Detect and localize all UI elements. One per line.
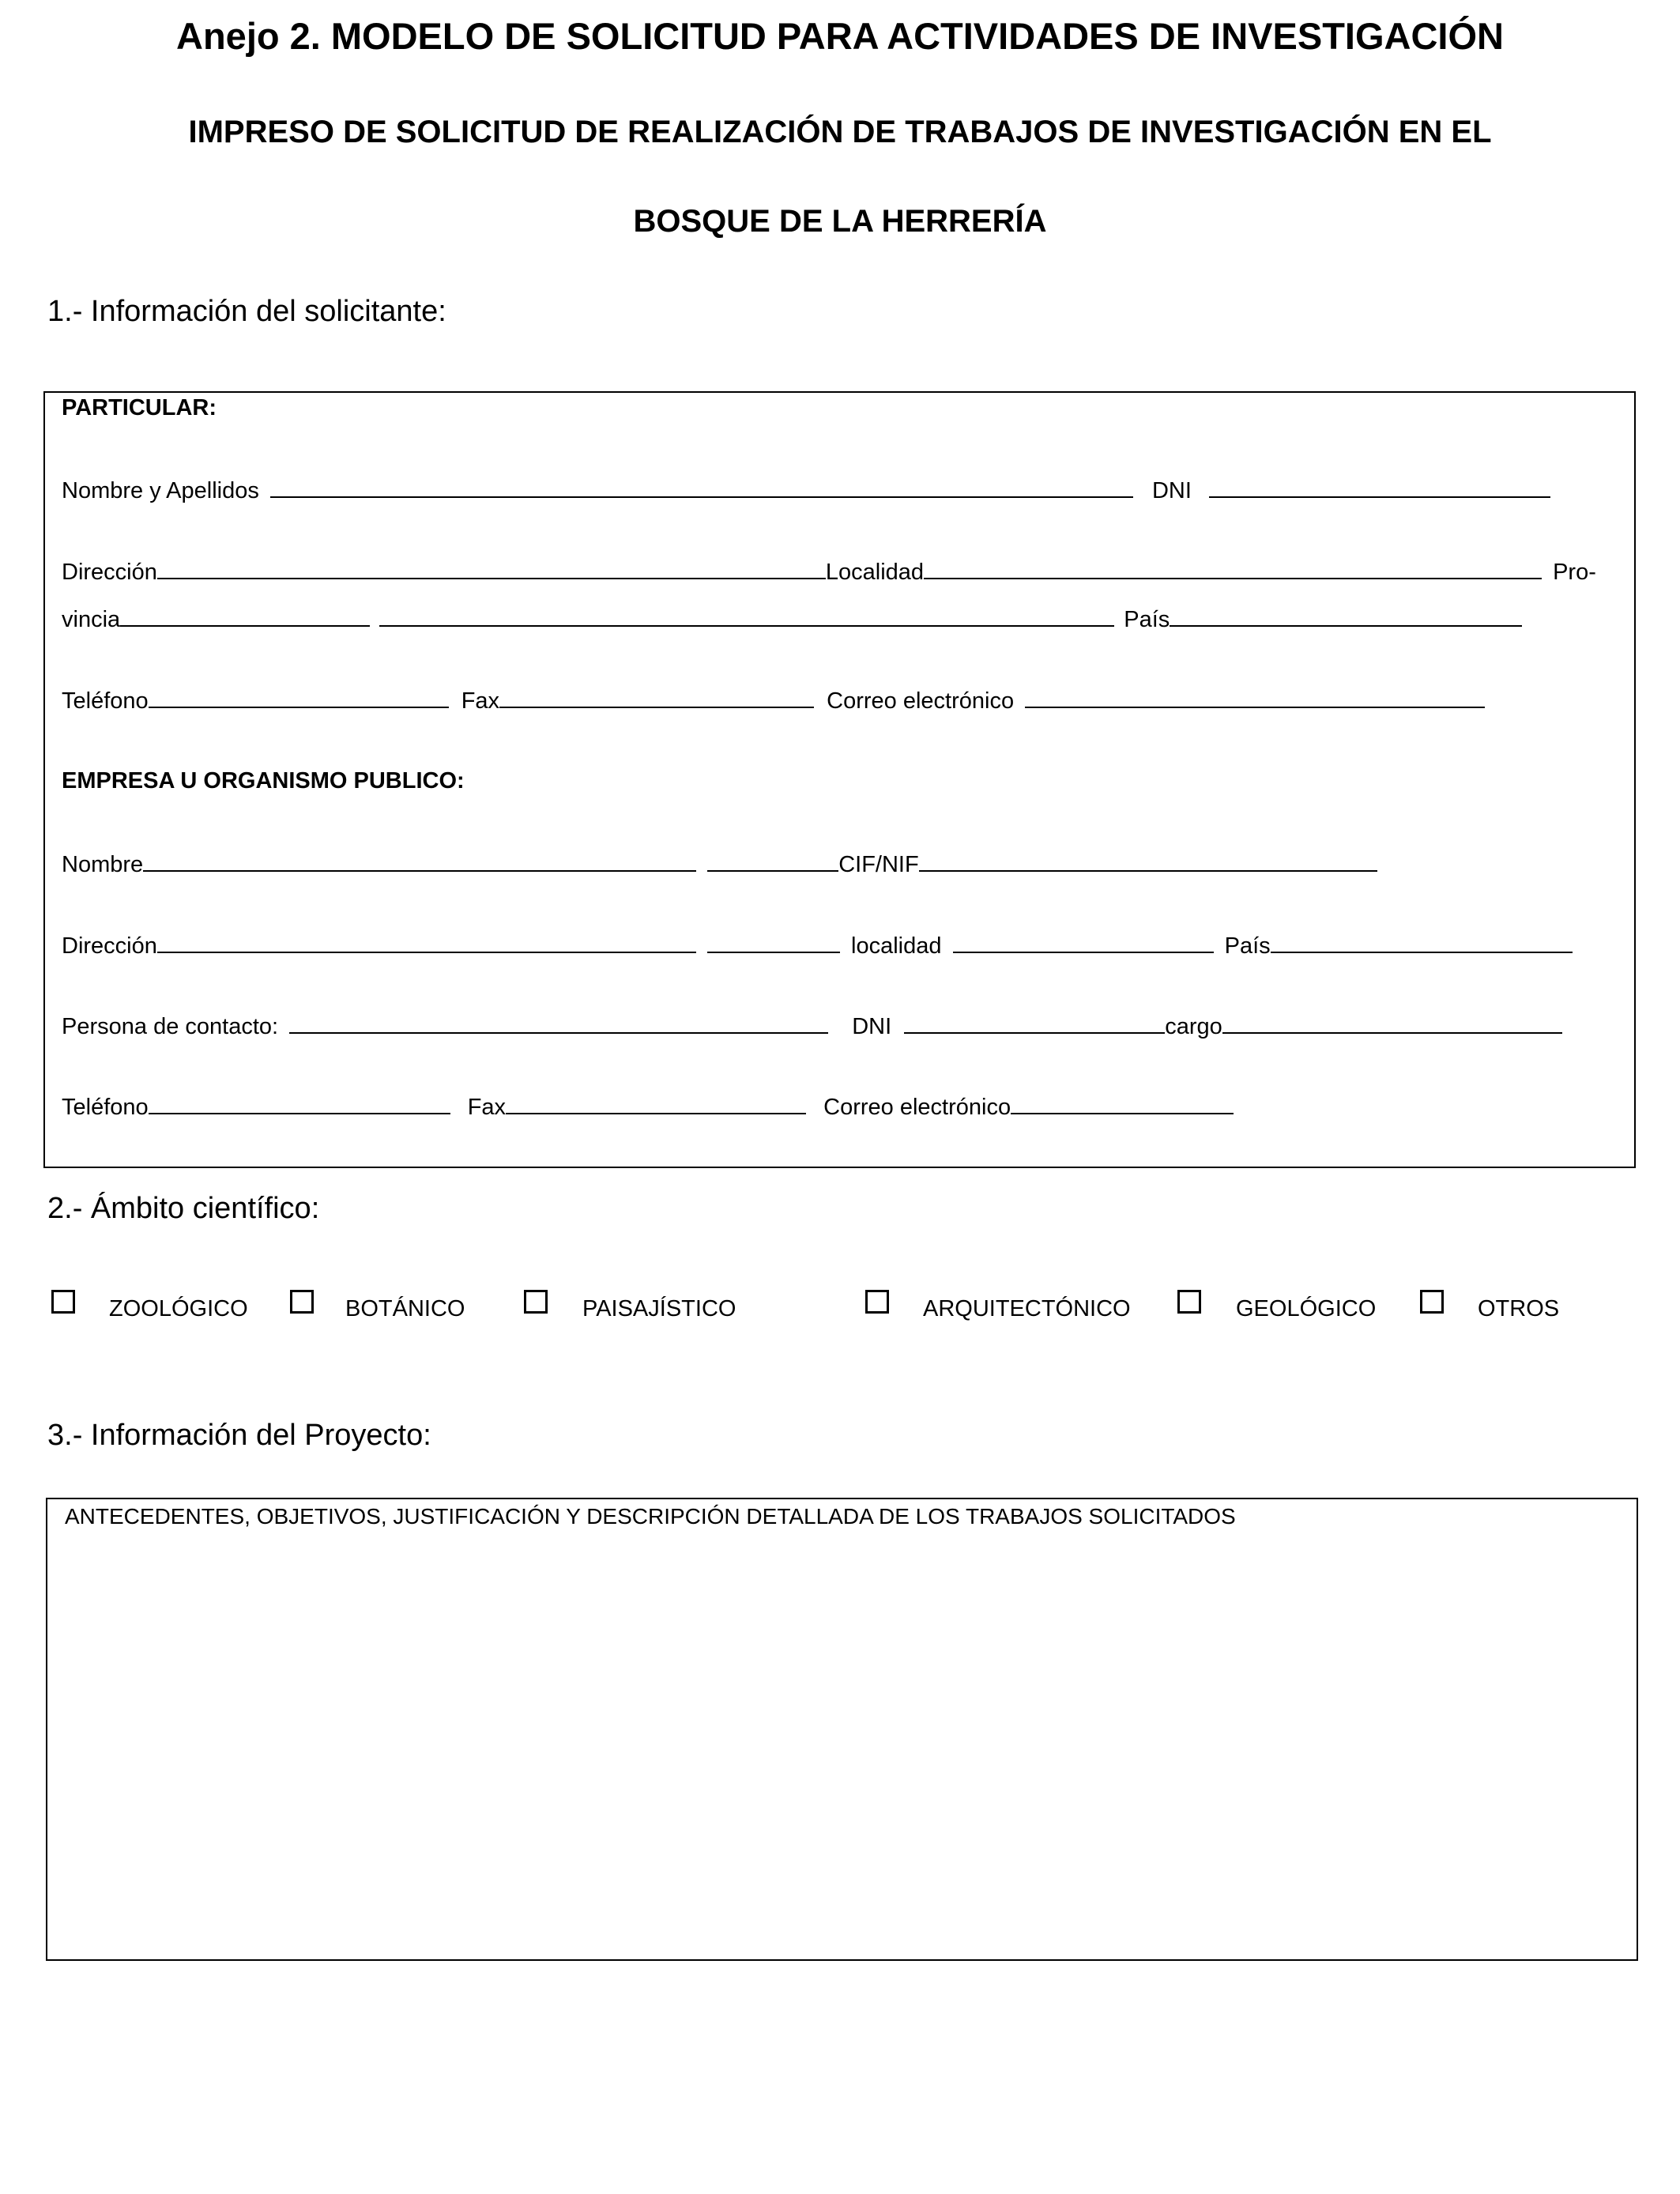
empresa-contact-row xyxy=(62,1092,1234,1121)
option-label-botanico: BOTÁNICO xyxy=(345,1296,465,1321)
provincia-extra-field[interactable] xyxy=(379,605,1114,627)
empresa-nombre-label: Nombre xyxy=(62,852,144,877)
checkbox-geologico[interactable] xyxy=(1177,1290,1201,1314)
cargo-label: cargo xyxy=(1165,1014,1222,1039)
fax-field[interactable] xyxy=(499,686,814,708)
section1-heading: 1.- Información del solicitante: xyxy=(47,295,446,328)
particular-address-row xyxy=(62,557,1596,586)
document-subtitle-line2: BOSQUE DE LA HERRERÍA xyxy=(633,204,1047,239)
document-subtitle-line1: IMPRESO DE SOLICITUD DE REALIZACIÓN DE TRABAJOS DE INVESTIGACIÓN EN EL xyxy=(188,115,1492,149)
empresa-pais-label: País xyxy=(1224,933,1271,959)
section2-heading: 2.- Ámbito científico: xyxy=(47,1192,320,1225)
pais-field[interactable] xyxy=(1170,605,1522,627)
empresa-heading: EMPRESA U ORGANISMO PUBLICO: xyxy=(62,768,465,794)
correo-label: Correo electrónico xyxy=(827,688,1015,714)
dni-field[interactable] xyxy=(1209,476,1550,498)
checkbox-botanico[interactable] xyxy=(290,1290,314,1314)
checkbox-arquitectonico[interactable] xyxy=(865,1290,889,1314)
empresa-direccion-extra-field[interactable] xyxy=(707,931,840,953)
contacto-label: Persona de contacto: xyxy=(62,1014,279,1039)
empresa-telefono-label: Teléfono xyxy=(62,1095,149,1120)
cif-label: CIF/NIF xyxy=(838,852,919,877)
empresa-fax-label: Fax xyxy=(467,1095,507,1120)
particular-contact-row xyxy=(62,686,1485,714)
section3-heading: 3.- Información del Proyecto: xyxy=(47,1419,431,1452)
cargo-field[interactable] xyxy=(1222,1012,1562,1034)
empresa-contact-person-row xyxy=(62,1012,1562,1040)
empresa-fax-field[interactable] xyxy=(506,1092,806,1114)
localidad-field[interactable] xyxy=(924,557,1542,579)
empresa-name-row xyxy=(62,850,1377,878)
provincia-label-b: vincia xyxy=(62,607,121,632)
project-description-box[interactable] xyxy=(46,1498,1638,1961)
telefono-field[interactable] xyxy=(149,686,449,708)
empresa-localidad-label: localidad xyxy=(851,933,942,959)
provincia-field[interactable] xyxy=(120,605,370,627)
fax-label: Fax xyxy=(461,688,500,714)
option-label-zoologico: ZOOLÓGICO xyxy=(109,1296,248,1321)
provincia-label-a: Pro- xyxy=(1553,560,1596,585)
nombre-label: Nombre y Apellidos xyxy=(62,478,259,503)
particular-province-row xyxy=(62,605,1522,633)
dni-label: DNI xyxy=(1151,478,1192,503)
cif-field[interactable] xyxy=(919,850,1377,872)
pais-label: País xyxy=(1124,607,1170,632)
document-title: Anejo 2. MODELO DE SOLICITUD PARA ACTIVIDADES DE INVESTIGACIÓN xyxy=(176,15,1504,57)
empresa-dni-label: DNI xyxy=(852,1014,892,1039)
empresa-correo-field[interactable] xyxy=(1011,1092,1234,1114)
particular-name-row xyxy=(62,476,1550,504)
empresa-localidad-field[interactable] xyxy=(953,931,1214,953)
telefono-label: Teléfono xyxy=(62,688,149,714)
nombre-field[interactable] xyxy=(270,476,1133,498)
empresa-dni-field[interactable] xyxy=(904,1012,1165,1034)
direccion-field[interactable] xyxy=(157,557,826,579)
localidad-label: Localidad xyxy=(825,560,925,585)
empresa-nombre-field[interactable] xyxy=(143,850,696,872)
empresa-direccion-field[interactable] xyxy=(157,931,696,953)
empresa-telefono-field[interactable] xyxy=(149,1092,450,1114)
checkbox-otros[interactable] xyxy=(1420,1290,1444,1314)
empresa-correo-label: Correo electrónico xyxy=(823,1095,1011,1120)
empresa-address-row xyxy=(62,931,1573,959)
checkbox-zoologico[interactable] xyxy=(51,1290,75,1314)
option-label-geologico: GEOLÓGICO xyxy=(1236,1296,1377,1321)
empresa-direccion-label: Dirección xyxy=(62,933,157,959)
empresa-nombre-extra-field[interactable] xyxy=(707,850,838,872)
particular-heading: PARTICULAR: xyxy=(62,395,217,420)
direccion-label: Dirección xyxy=(62,560,157,585)
option-label-otros: OTROS xyxy=(1478,1296,1560,1321)
option-label-arquitectonico: ARQUITECTÓNICO xyxy=(923,1296,1131,1321)
empresa-pais-field[interactable] xyxy=(1271,931,1573,953)
project-description-label: ANTECEDENTES, OBJETIVOS, JUSTIFICACIÓN Y DESCRIPCIÓN DETALLADA DE LOS TRABAJOS SOLICITADOS xyxy=(65,1504,1236,1529)
correo-field[interactable] xyxy=(1025,686,1485,708)
checkbox-paisajistico[interactable] xyxy=(524,1290,548,1314)
option-label-paisajistico: PAISAJÍSTICO xyxy=(582,1296,736,1321)
contacto-field[interactable] xyxy=(289,1012,828,1034)
